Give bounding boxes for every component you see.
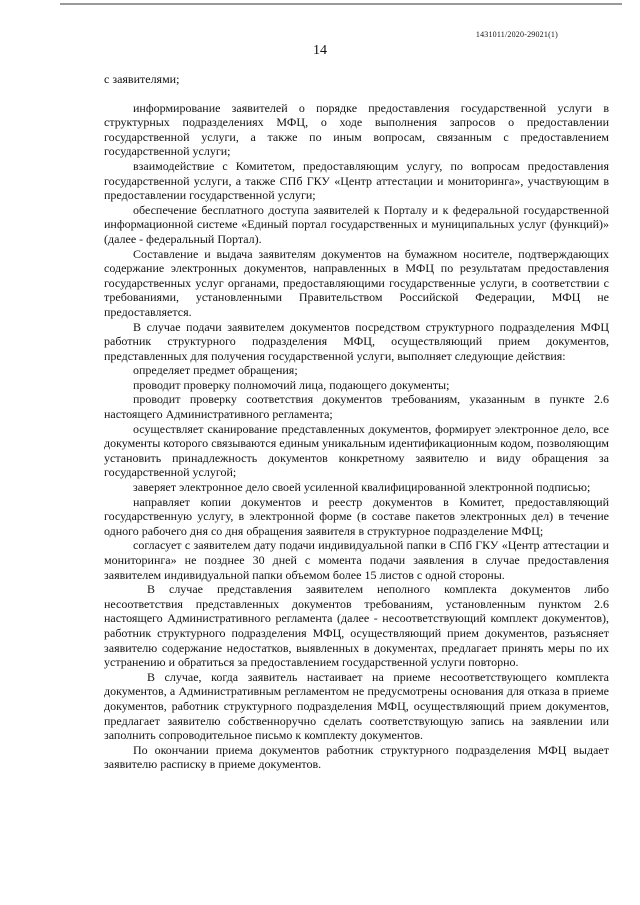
paragraph-14: В случае представления заявителем неполного комплекта документов либо несоответствия представленных документов требованиям, установленным пунктом 2.6 настоящего Административного регламента (далее - несоответствующий комплект документов), работник структурного подразделения МФЦ, осуществляющий прием документов, разъясняет заявителю содержание недостатков, выявленных в документах, предлагает принять меры по их устранению и обратиться за предоставлением государственной услуги повторно. — [104, 582, 609, 670]
document-body — [104, 72, 609, 772]
paragraph-15: В случае, когда заявитель настаивает на приеме несоответствующего комплекта документов, а Административным регламентом не предусмотрены основания для отказа в приеме документов, работник структурного подразделения МФЦ, осуществляющий прием документов, предлагает заявителю собственноручно сделать соответствующую запись на заявлении или заполнить сопроводительное письмо к комплекту документов. — [104, 669, 609, 743]
paragraph-13: согласует с заявителем дату подачи индивидуальной папки в СПб ГКУ «Центр аттестации и мониторинга» не позднее 30 дней с момента подачи заявления в случае предоставления заявителем индивидуальной папки объемом более 15 листов с одной стороны. — [104, 538, 609, 582]
paragraph-5: Составление и выдача заявителям документов на бумажном носителе, подтверждающих содержание электронных документов, направленных в МФЦ по результатам предоставления государственных услуг органами, предоставляющими государственные услуги, в соответствии с требованиями, установленными Правительством Российской Федерации, МФЦ не предоставляется. — [104, 246, 609, 319]
document-registration-code: 1431011/2020-29021(1) — [475, 30, 558, 39]
paragraph-9: проводит проверку соответствия документов требованиям, указанным в пункте 2.6 настоящего Административного регламента; — [104, 392, 609, 422]
paragraph-8: проводит проверку полномочий лица, подающего документы; — [133, 377, 450, 392]
paragraph-12: направляет копии документов и реестр документов в Комитет, предоставляющий государственную услугу, в электронной форме (в составе пакетов электронных дел) в течение одного рабочего дня со дня обращения заявителя в структурное подразделение МФЦ; — [104, 494, 609, 538]
paragraph-4: обеспечение бесплатного доступа заявителей к Порталу и к федеральной государственной информационной системе «Единый портал государственных и муниципальных услуг (функций)» (далее - федеральный Портал). — [104, 202, 609, 246]
paragraph-7: определяет предмет обращения; — [133, 363, 298, 378]
paragraph-1: с заявителями; — [104, 72, 180, 86]
page-number: 14 — [313, 43, 327, 58]
paragraph-2: информирование заявителей о порядке предоставления государственной услуги в структурных подразделениях МФЦ, о ходе выполнения запросов о предоставлении государственной услуги, а также по иным вопросам, связанным с предоставлением государственной услуги; — [104, 100, 609, 159]
paragraph-6: В случае подачи заявителем документов посредством структурного подразделения МФЦ работник структурного подразделения МФЦ, осуществляющий прием документов, представленных для получения государственной услуги, выполняет следующие действия: — [104, 319, 609, 363]
paragraph-11: заверяет электронное дело своей усиленной квалифицированной электронной подписью; — [133, 480, 591, 495]
scan-top-border — [60, 3, 622, 5]
paragraph-10: осуществляет сканирование представленных документов, формирует электронное дело, все документы которого связываются единым уникальным идентификационным кодом, позволяющим установить принадлежность документов конкретному заявителю и виду обращения за государственной услугой; — [104, 421, 609, 480]
paragraph-16: По окончании приема документов работник структурного подразделения МФЦ выдает заявителю расписку в приеме документов. — [104, 742, 609, 772]
paragraph-3: взаимодействие с Комитетом, предоставляющим услугу, по вопросам предоставления государственной услуги, а также СПб ГКУ «Центр аттестации и мониторинга», участвующим в предоставлении государственной услуги; — [104, 158, 609, 203]
